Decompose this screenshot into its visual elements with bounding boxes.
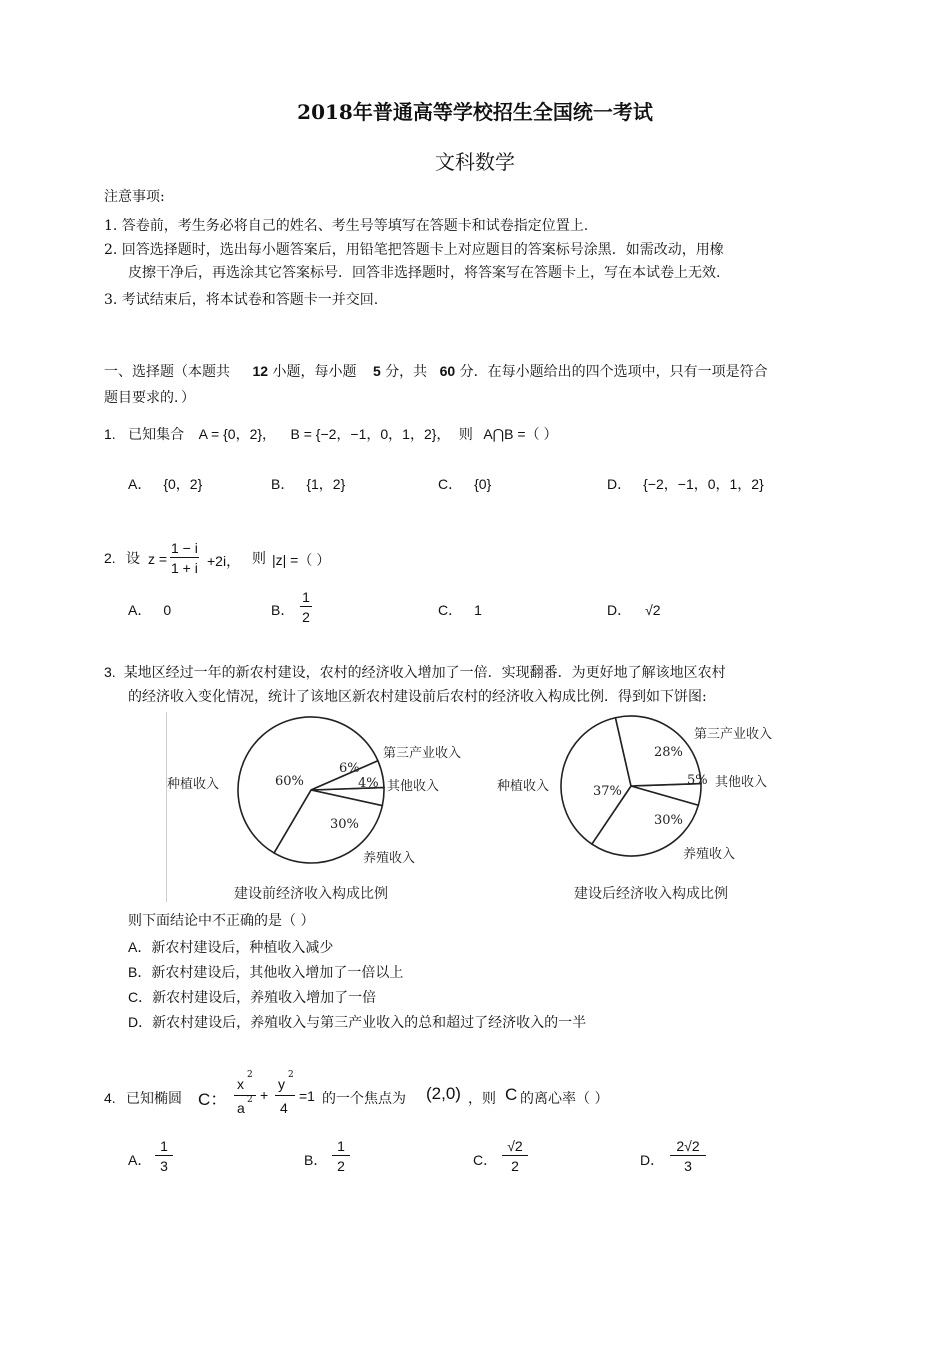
- pie1-category-label: 种植收入: [167, 777, 220, 792]
- frac-num: 1: [302, 589, 310, 605]
- pie1-value-label: 60%: [275, 774, 304, 789]
- q4-x-exp: 2: [247, 1070, 253, 1080]
- q1-stem: [104, 424, 557, 444]
- option-value: √2: [645, 602, 661, 618]
- paper-title: 2018年普通高等学校招生全国统一考试: [297, 100, 653, 124]
- pie1-value-label: 30%: [330, 817, 359, 832]
- pie1-value-label: 6%: [339, 761, 360, 776]
- frac-den: 2: [511, 1158, 519, 1174]
- pie2-category-label: 养殖收入: [683, 847, 736, 862]
- q3-stem-line2: 的经济收入变化情况，统计了该地区新农村建设前后农村的经济收入构成比例．得到如下饼图:: [128, 689, 707, 705]
- q1-option-b[interactable]: [271, 474, 345, 494]
- pie2-title: 建设后经济收入构成比例: [574, 886, 728, 902]
- q4-a: a: [237, 1100, 245, 1116]
- q4-tail: 的离心率（ ）: [520, 1091, 609, 1107]
- q2-frac-den: 1 + i: [171, 560, 198, 576]
- q2-number: 2.: [104, 550, 116, 566]
- frac-num: 2√2: [670, 1138, 706, 1156]
- q4-c-label: C：: [198, 1090, 228, 1109]
- q3-question: 则下面结论中不正确的是（ ）: [128, 913, 315, 929]
- q4-four: 4: [280, 1100, 288, 1116]
- pie2-category-label: 其他收入: [715, 775, 768, 790]
- pie-charts-svg: [167, 712, 785, 902]
- q4-option-c-label[interactable]: C．: [473, 1152, 498, 1168]
- pie2-category-label: 种植收入: [497, 779, 550, 794]
- option-label: D．: [128, 1014, 153, 1030]
- question-count: 12: [252, 363, 269, 379]
- q4-option-b-label[interactable]: B．: [304, 1152, 328, 1168]
- q4-mid: 的一个焦点为: [322, 1091, 406, 1107]
- frac-num: 1: [332, 1138, 350, 1156]
- option-label: B．: [271, 476, 295, 492]
- pie1-category-label: 其他收入: [387, 779, 440, 794]
- option-label: C．: [438, 476, 463, 492]
- q2-option-c[interactable]: [438, 600, 482, 620]
- option-value: {−2，−1，0，1，2}: [643, 476, 764, 492]
- q4-c2: C: [505, 1085, 518, 1104]
- option-value: {0，2}: [163, 476, 203, 492]
- paper-subtitle: 文科数学: [435, 150, 515, 174]
- q2-prefix: 设: [126, 551, 140, 567]
- q3-option-b[interactable]: [128, 962, 403, 982]
- q2-abs-expression: |z| =（ ）: [272, 552, 331, 568]
- q1-option-c[interactable]: [438, 474, 491, 494]
- q4-plus: +: [260, 1087, 269, 1103]
- q2-option-d[interactable]: [607, 600, 661, 620]
- option-value: {1，2}: [306, 476, 346, 492]
- q4-y-exp: 2: [288, 1070, 294, 1080]
- q4-option-a-fraction: [155, 1138, 173, 1174]
- notice-item-2-cont: 皮擦干净后，再选涂其它答案标号．回答非选择题时，将答案写在答题卡上，写在本试卷上无效.: [128, 265, 721, 281]
- notice-item-1: 1. 答卷前，考生务必将自己的姓名、考生号等填写在答题卡和试卷指定位置上.: [104, 218, 589, 234]
- q2-frac-num: 1 − i: [171, 540, 198, 556]
- pie1-category-label: 第三产业收入: [383, 746, 462, 761]
- q3-stem-line1: [104, 662, 726, 682]
- notice-item-2: 2. 回答选择题时，选出每小题答案后，用铅笔把答题卡上对应题目的答案标号涂黑．如需改动，用橡: [104, 242, 724, 258]
- q2-z-eq: z =: [148, 551, 168, 567]
- q4-eq1: =1: [299, 1088, 315, 1104]
- q4-focus: (2,0): [426, 1084, 461, 1103]
- option-value: 新农村建设后，其他收入增加了一倍以上: [151, 965, 404, 981]
- frac-num: √2: [502, 1138, 528, 1156]
- notice-item-3: 3. 考试结束后，将本试卷和答题卡一并交回.: [104, 292, 379, 308]
- q4-option-b-fraction: [332, 1138, 350, 1174]
- q4-a-exp: 2: [247, 1095, 253, 1105]
- frac-den: 2: [337, 1158, 345, 1174]
- q2-option-b-label[interactable]: B．: [271, 602, 295, 618]
- q3-number: 3.: [104, 664, 116, 680]
- q4-option-d-fraction: [670, 1138, 706, 1174]
- q1-then: 则: [458, 427, 473, 443]
- q4-option-c-fraction: [502, 1138, 528, 1174]
- q4-option-a-label[interactable]: A．: [128, 1152, 152, 1168]
- notice-heading: 注意事项:: [104, 189, 165, 205]
- option-value: 0: [163, 602, 172, 618]
- option-value: {0}: [474, 476, 492, 492]
- q3-option-a[interactable]: [128, 937, 333, 957]
- option-label: B．: [128, 964, 152, 980]
- q3-option-c[interactable]: [128, 987, 376, 1007]
- q4-y: y: [278, 1076, 285, 1092]
- q4-number: 4.: [104, 1090, 116, 1106]
- pie1-title: 建设前经济收入构成比例: [234, 886, 388, 902]
- section-text-a: 一、选择题（本题共: [104, 364, 230, 380]
- section-heading: [104, 361, 768, 381]
- q2-then: 则: [252, 551, 266, 567]
- q1-option-a[interactable]: [128, 474, 202, 494]
- option-label: D．: [607, 602, 632, 618]
- option-value: 1: [474, 602, 482, 618]
- pie2-value-label: 5%: [687, 773, 708, 788]
- option-label: A．: [128, 476, 152, 492]
- section-heading-cont: 题目要求的．）: [104, 390, 195, 406]
- q1-number: 1.: [104, 426, 116, 442]
- q3-option-d[interactable]: [128, 1012, 586, 1032]
- pie1-category-label: 养殖收入: [363, 851, 416, 866]
- frac-den: 2: [302, 609, 310, 625]
- pie2-value-label: 30%: [654, 813, 683, 828]
- q2-fraction: [170, 540, 199, 576]
- q1-expression: A⋂B =（ ）: [483, 426, 558, 442]
- option-label: D．: [607, 476, 632, 492]
- q4-prefix: 已知椭圆: [126, 1091, 182, 1107]
- q1-prefix: 已知集合: [128, 427, 185, 443]
- points-each: 5: [372, 363, 381, 379]
- q3-text: 某地区经过一年的新农村建设，农村的经济收入增加了一倍．实现翻番．为更好地了解该地区农村: [123, 665, 726, 681]
- q4-x: x: [237, 1076, 244, 1092]
- frac-num: 1: [155, 1138, 173, 1156]
- pie2-category-label: 第三产业收入: [694, 727, 773, 742]
- option-label: A．: [128, 939, 152, 955]
- option-label: C．: [128, 989, 153, 1005]
- q4-frac2-bar: [275, 1095, 295, 1096]
- section-text-b: 小题，每小题: [272, 364, 357, 380]
- q2-option-a[interactable]: [128, 600, 171, 620]
- q1-option-d[interactable]: [607, 474, 764, 494]
- option-value: 新农村建设后，种植收入减少: [151, 940, 334, 956]
- section-text-c: 分，共: [385, 364, 428, 380]
- frac-den: 3: [684, 1158, 692, 1174]
- q1-set-b: B = {−2，−1，0，1，2}，: [290, 426, 451, 442]
- section-text-d: 分．在每小题给出的四个选项中，只有一项是符合: [459, 364, 768, 380]
- frac-den: 3: [160, 1158, 168, 1174]
- pie2-value-label: 28%: [654, 745, 683, 760]
- pie1-value-label: 4%: [358, 776, 379, 791]
- option-label: A．: [128, 602, 152, 618]
- q4-option-d-label[interactable]: D．: [640, 1152, 665, 1168]
- q2-option-b-fraction: [300, 589, 312, 625]
- q2-plus: +2i，: [207, 553, 241, 569]
- total-points: 60: [439, 363, 456, 379]
- pie2-value-label: 37%: [593, 784, 622, 799]
- q1-set-a: A = {0，2}，: [198, 426, 277, 442]
- option-value: 新农村建设后，养殖收入与第三产业收入的总和超过了经济收入的一半: [152, 1015, 587, 1031]
- pie-charts-figure: [166, 712, 785, 902]
- q4-then: ，则: [468, 1091, 496, 1107]
- option-value: 新农村建设后，养殖收入增加了一倍: [152, 990, 377, 1006]
- option-label: C．: [438, 602, 463, 618]
